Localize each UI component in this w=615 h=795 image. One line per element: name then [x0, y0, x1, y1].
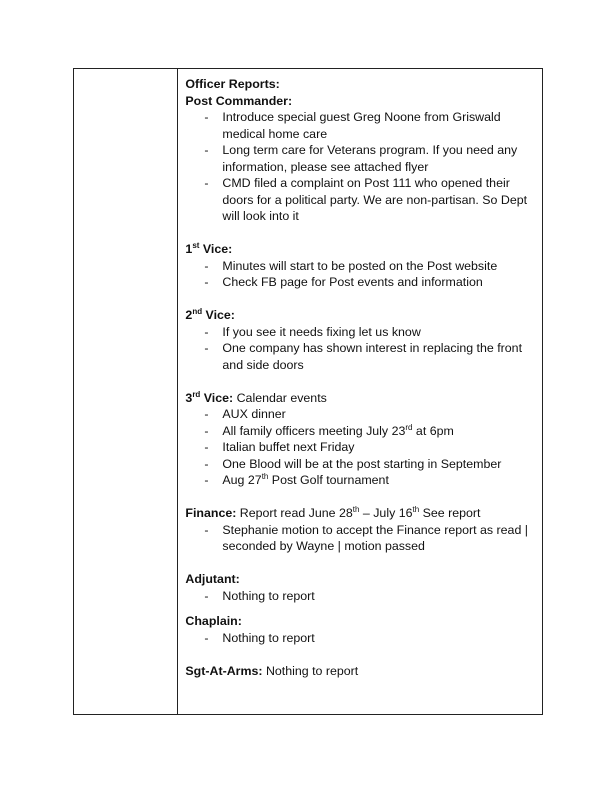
third-vice-section [185, 390, 538, 489]
list-item: - Nothing to report [185, 588, 538, 605]
second-vice-section [185, 307, 538, 373]
list-item: - Aug 27th Post Golf tournament [185, 472, 538, 489]
officer-reports-heading: Officer Reports: [185, 77, 280, 91]
officer-reports-cell [178, 69, 543, 715]
list-item: - AUX dinner [185, 406, 538, 423]
left-column-cell [74, 69, 178, 715]
list-item: - Italian buffet next Friday [185, 439, 538, 456]
first-vice-section [185, 241, 538, 291]
list-item: - One company has shown interest in replacing the front and side doors [185, 340, 538, 373]
list-item: - Long term care for Veterans program. If you need any information, please see attached flyer [185, 142, 538, 175]
adjutant-section [185, 571, 538, 604]
list-item: - If you see it needs fixing let us know [185, 324, 538, 341]
chaplain-section [185, 613, 538, 646]
list-item: - Nothing to report [185, 630, 538, 647]
minutes-table [73, 68, 543, 715]
list-item: - Introduce special guest Greg Noone from Griswald medical home care [185, 109, 538, 142]
third-vice-line: 3rd Vice: Calendar events [185, 389, 327, 405]
finance-line: Finance: Report read June 28th – July 16th See report [185, 504, 481, 520]
second-vice-label: 2nd Vice: [185, 306, 235, 322]
post-commander-label: Post Commander: [185, 93, 293, 108]
post-commander-section [185, 93, 538, 225]
list-item: - CMD filed a complaint on Post 111 who opened their doors for a political party. We are non-partisan. So Dept will look into it [185, 175, 538, 225]
adjutant-label: Adjutant: [185, 572, 240, 586]
list-item: - Check FB page for Post events and information [185, 274, 538, 291]
list-item: - One Blood will be at the post starting in September [185, 456, 538, 473]
list-item: - Minutes will start to be posted on the Post website [185, 258, 538, 275]
first-vice-label: 1st Vice: [185, 240, 233, 256]
chaplain-label: Chaplain: [185, 614, 242, 628]
finance-section [185, 505, 538, 555]
third-vice-label: 3rd Vice: [185, 389, 234, 405]
sgt-at-arms-label: Sgt-At-Arms: [185, 663, 263, 678]
list-item: - Stephanie motion to accept the Finance report as read | seconded by Wayne | motion passed [185, 522, 538, 555]
finance-label: Finance: [185, 506, 237, 520]
list-item: - All family officers meeting July 23rd at 6pm [185, 423, 538, 440]
sgt-at-arms-line: Sgt-At-Arms: Nothing to report [185, 663, 359, 678]
